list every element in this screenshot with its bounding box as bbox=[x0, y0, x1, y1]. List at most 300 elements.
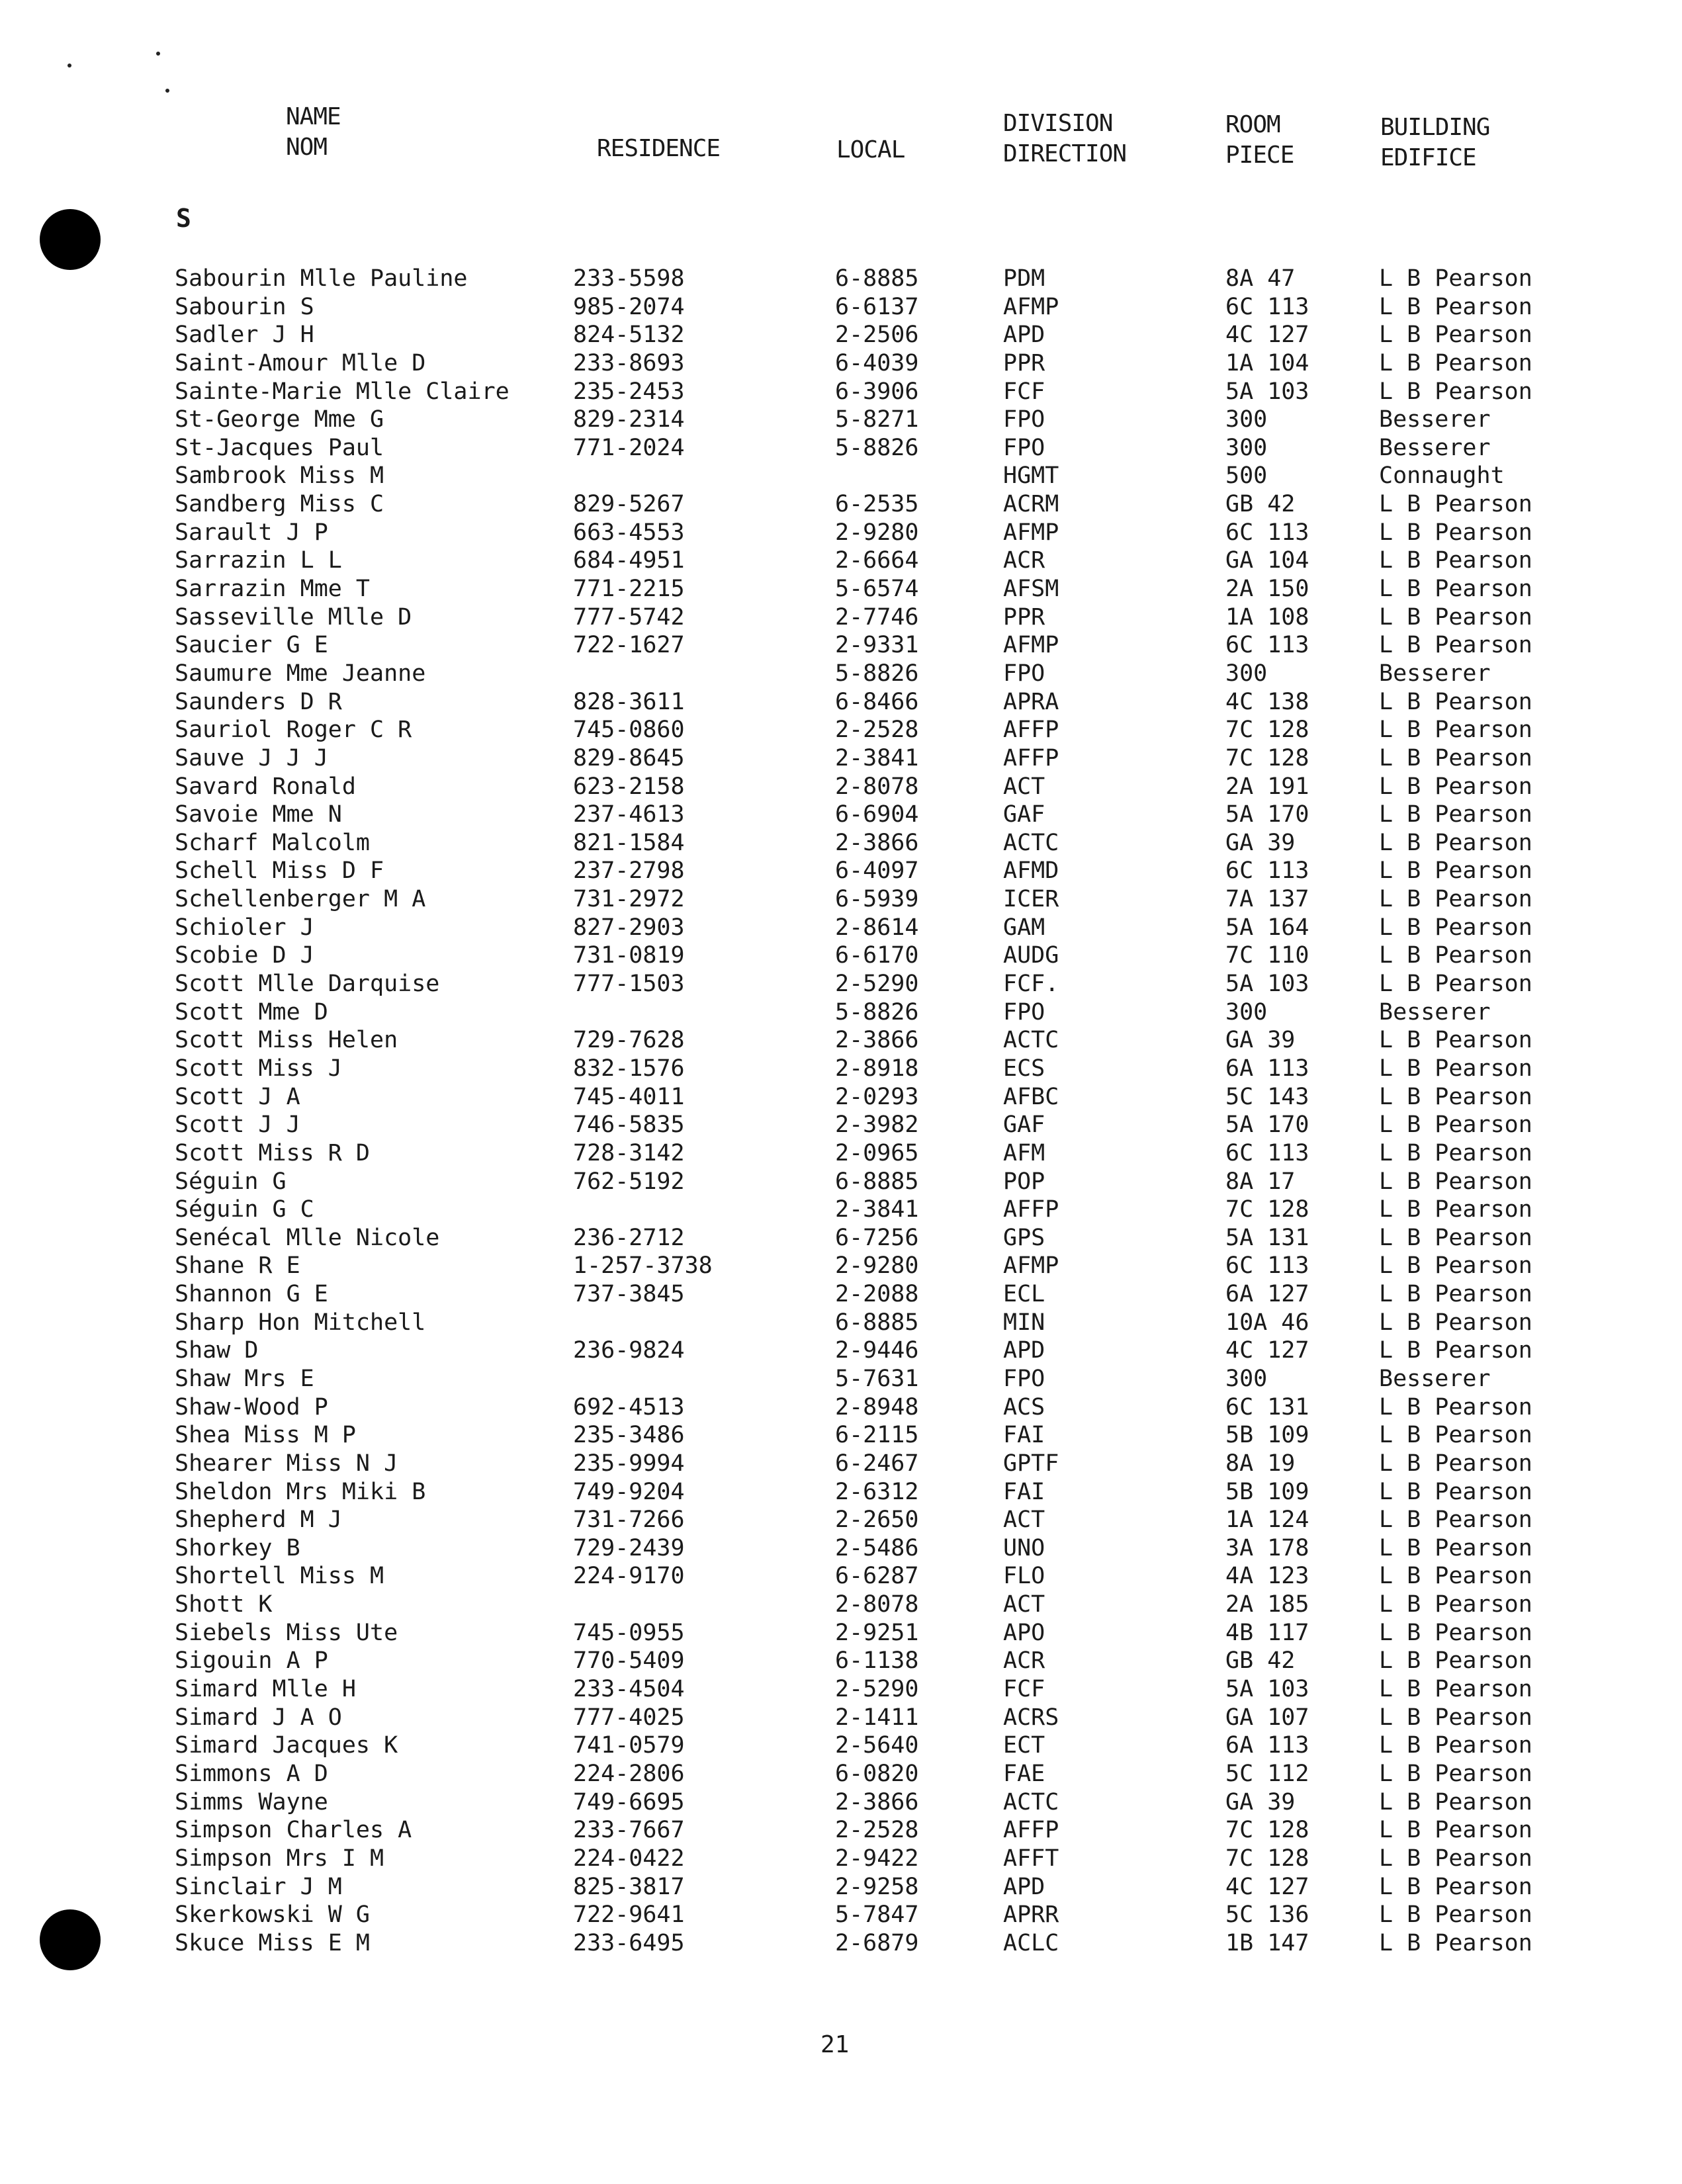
cell-division: FPO bbox=[1003, 998, 1045, 1026]
cell-building: L B Pearson bbox=[1379, 576, 1532, 603]
cell-local: 2-3866 bbox=[835, 829, 919, 856]
cell-residence: 224-9170 bbox=[573, 1563, 685, 1590]
cell-room: 5C 136 bbox=[1225, 1901, 1309, 1929]
directory-row bbox=[0, 349, 1682, 378]
cell-residence: 722-1627 bbox=[573, 632, 685, 659]
directory-row bbox=[0, 462, 1682, 490]
cell-division: AFMP bbox=[1003, 632, 1059, 659]
directory-row bbox=[0, 1929, 1682, 1958]
cell-room: 7A 137 bbox=[1225, 886, 1309, 913]
directory-row bbox=[0, 829, 1682, 857]
cell-residence: 829-2314 bbox=[573, 406, 685, 433]
cell-local: 2-9446 bbox=[835, 1337, 919, 1364]
directory-row bbox=[0, 1731, 1682, 1760]
cell-name: Scott Mme D bbox=[175, 998, 328, 1026]
cell-room: GA 39 bbox=[1225, 1027, 1296, 1054]
header-building-en: BUILDING bbox=[1380, 114, 1490, 141]
cell-local: 5-7631 bbox=[835, 1365, 919, 1392]
cell-name: Shott K bbox=[175, 1591, 273, 1618]
cell-residence: 771-2215 bbox=[573, 576, 685, 603]
cell-residence: 749-9204 bbox=[573, 1478, 685, 1505]
cell-room: 8A 47 bbox=[1225, 265, 1296, 292]
cell-room: 6A 113 bbox=[1225, 1055, 1309, 1082]
cell-room: 300 bbox=[1225, 660, 1268, 687]
cell-room: 5C 143 bbox=[1225, 1083, 1309, 1110]
cell-local: 2-8078 bbox=[835, 1591, 919, 1618]
header-division-en: DIVISION bbox=[1003, 110, 1113, 137]
cell-name: Scobie D J bbox=[175, 942, 314, 969]
cell-building: L B Pearson bbox=[1379, 773, 1532, 800]
cell-building: L B Pearson bbox=[1379, 293, 1532, 320]
cell-building: L B Pearson bbox=[1379, 1591, 1532, 1618]
cell-room: GA 107 bbox=[1225, 1704, 1309, 1731]
cell-room: 6C 113 bbox=[1225, 519, 1309, 546]
cell-residence: 729-2439 bbox=[573, 1534, 685, 1561]
cell-room: 6C 113 bbox=[1225, 632, 1309, 659]
cell-division: AFSM bbox=[1003, 576, 1059, 603]
cell-division: APO bbox=[1003, 1619, 1045, 1646]
header-name bbox=[286, 102, 341, 163]
cell-residence: 749-6695 bbox=[573, 1788, 685, 1815]
cell-building: L B Pearson bbox=[1379, 1534, 1532, 1561]
cell-residence: 224-0422 bbox=[573, 1845, 685, 1872]
cell-building: L B Pearson bbox=[1379, 265, 1532, 292]
directory-row bbox=[0, 1562, 1682, 1591]
cell-division: PPR bbox=[1003, 603, 1045, 631]
cell-name: Savoie Mme N bbox=[175, 801, 342, 828]
cell-residence: 224-2806 bbox=[573, 1760, 685, 1787]
cell-building: L B Pearson bbox=[1379, 378, 1532, 405]
cell-division: AFFP bbox=[1003, 717, 1059, 744]
cell-building: L B Pearson bbox=[1379, 717, 1532, 744]
cell-name: Sandberg Miss C bbox=[175, 491, 384, 518]
header-division-fr: DIRECTION bbox=[1003, 140, 1127, 167]
cell-division: FPO bbox=[1003, 1365, 1045, 1392]
cell-building: L B Pearson bbox=[1379, 1281, 1532, 1308]
directory-row bbox=[0, 1675, 1682, 1704]
cell-residence: 737-3845 bbox=[573, 1281, 685, 1308]
cell-building: L B Pearson bbox=[1379, 547, 1532, 574]
directory-row bbox=[0, 1760, 1682, 1788]
cell-name: Simard Jacques K bbox=[175, 1732, 398, 1759]
cell-residence: 829-8645 bbox=[573, 744, 685, 771]
cell-local: 5-8826 bbox=[835, 434, 919, 461]
directory-row bbox=[0, 688, 1682, 717]
cell-name: Sauve J J J bbox=[175, 744, 328, 771]
directory-row bbox=[0, 1816, 1682, 1845]
cell-residence: 235-2453 bbox=[573, 378, 685, 405]
cell-local: 2-7746 bbox=[835, 603, 919, 631]
header-division bbox=[1003, 109, 1126, 169]
cell-room: 4C 127 bbox=[1225, 322, 1309, 349]
cell-room: GA 39 bbox=[1225, 829, 1296, 856]
cell-residence: 828-3611 bbox=[573, 688, 685, 715]
cell-residence: 235-3486 bbox=[573, 1422, 685, 1449]
cell-local: 2-3841 bbox=[835, 744, 919, 771]
cell-residence: 821-1584 bbox=[573, 829, 685, 856]
cell-room: 4B 117 bbox=[1225, 1619, 1309, 1646]
cell-residence: 825-3817 bbox=[573, 1873, 685, 1900]
cell-division: AFM bbox=[1003, 1139, 1045, 1166]
cell-name: Shaw Mrs E bbox=[175, 1365, 314, 1392]
directory-row bbox=[0, 293, 1682, 322]
cell-division: FPO bbox=[1003, 660, 1045, 687]
directory-row bbox=[0, 885, 1682, 914]
cell-room: 1A 104 bbox=[1225, 349, 1309, 376]
directory-row bbox=[0, 744, 1682, 773]
cell-name: Sarrazin Mme T bbox=[175, 576, 371, 603]
cell-local: 2-8918 bbox=[835, 1055, 919, 1082]
section-letter: S bbox=[176, 204, 191, 233]
cell-name: Sainte-Marie Mlle Claire bbox=[175, 378, 509, 405]
cell-division: AFBC bbox=[1003, 1083, 1059, 1110]
cell-name: Scott Mlle Darquise bbox=[175, 971, 440, 998]
directory-row bbox=[0, 1506, 1682, 1534]
cell-local: 6-4039 bbox=[835, 349, 919, 376]
cell-building: L B Pearson bbox=[1379, 744, 1532, 771]
cell-residence: 731-2972 bbox=[573, 886, 685, 913]
directory-row bbox=[0, 1647, 1682, 1675]
cell-residence: 777-1503 bbox=[573, 971, 685, 998]
cell-division: AFMD bbox=[1003, 857, 1059, 885]
directory-row bbox=[0, 1619, 1682, 1647]
cell-building: L B Pearson bbox=[1379, 1450, 1532, 1477]
cell-division: GAF bbox=[1003, 1112, 1045, 1139]
cell-name: Shearer Miss N J bbox=[175, 1450, 398, 1477]
cell-local: 2-1411 bbox=[835, 1704, 919, 1731]
cell-room: 5A 103 bbox=[1225, 971, 1309, 998]
directory-row bbox=[0, 631, 1682, 660]
cell-residence: 745-4011 bbox=[573, 1083, 685, 1110]
cell-local: 5-8271 bbox=[835, 406, 919, 433]
directory-row bbox=[0, 1196, 1682, 1224]
cell-name: Sadler J H bbox=[175, 322, 314, 349]
cell-local: 2-3841 bbox=[835, 1196, 919, 1223]
cell-room: 6A 113 bbox=[1225, 1732, 1309, 1759]
cell-building: L B Pearson bbox=[1379, 914, 1532, 941]
cell-name: Sabourin Mlle Pauline bbox=[175, 265, 468, 292]
cell-name: Scott J J bbox=[175, 1112, 300, 1139]
cell-local: 2-3866 bbox=[835, 1788, 919, 1815]
cell-residence: 623-2158 bbox=[573, 773, 685, 800]
cell-division: POP bbox=[1003, 1168, 1045, 1195]
cell-residence: 728-3142 bbox=[573, 1139, 685, 1166]
cell-room: 7C 128 bbox=[1225, 1845, 1309, 1872]
directory-row bbox=[0, 1111, 1682, 1139]
cell-building: L B Pearson bbox=[1379, 1309, 1532, 1336]
cell-residence: 731-0819 bbox=[573, 942, 685, 969]
cell-name: Séguin G C bbox=[175, 1196, 314, 1223]
directory-row bbox=[0, 490, 1682, 519]
cell-residence: 684-4951 bbox=[573, 547, 685, 574]
cell-room: 4C 127 bbox=[1225, 1337, 1309, 1364]
header-room-en: ROOM bbox=[1225, 111, 1280, 138]
cell-building: L B Pearson bbox=[1379, 1563, 1532, 1590]
cell-residence: 663-4553 bbox=[573, 519, 685, 546]
cell-name: Scharf Malcolm bbox=[175, 829, 371, 856]
cell-division: ACTC bbox=[1003, 1788, 1059, 1815]
cell-residence: 829-5267 bbox=[573, 491, 685, 518]
cell-residence: 745-0860 bbox=[573, 717, 685, 744]
cell-building: L B Pearson bbox=[1379, 1196, 1532, 1223]
cell-room: 2A 185 bbox=[1225, 1591, 1309, 1618]
header-name-en: NAME bbox=[286, 103, 341, 130]
cell-local: 6-3906 bbox=[835, 378, 919, 405]
cell-residence: 745-0955 bbox=[573, 1619, 685, 1646]
cell-local: 6-6904 bbox=[835, 801, 919, 828]
cell-name: Scott Miss R D bbox=[175, 1139, 371, 1166]
directory-row bbox=[0, 998, 1682, 1027]
cell-local: 2-9258 bbox=[835, 1873, 919, 1900]
cell-building: L B Pearson bbox=[1379, 1139, 1532, 1166]
cell-name: Sambrook Miss M bbox=[175, 462, 384, 490]
cell-name: Simmons A D bbox=[175, 1760, 328, 1787]
cell-building: L B Pearson bbox=[1379, 322, 1532, 349]
header-building bbox=[1380, 112, 1489, 173]
cell-local: 2-5290 bbox=[835, 1676, 919, 1703]
cell-room: 5B 109 bbox=[1225, 1478, 1309, 1505]
cell-division: ECT bbox=[1003, 1732, 1045, 1759]
cell-building: L B Pearson bbox=[1379, 1788, 1532, 1815]
directory-row bbox=[0, 1224, 1682, 1252]
cell-building: L B Pearson bbox=[1379, 688, 1532, 715]
cell-building: L B Pearson bbox=[1379, 1507, 1532, 1534]
directory-list bbox=[0, 265, 1682, 1957]
header-residence: RESIDENCE bbox=[597, 135, 721, 162]
cell-residence: 741-0579 bbox=[573, 1732, 685, 1759]
cell-local: 2-2088 bbox=[835, 1281, 919, 1308]
cell-room: 5A 170 bbox=[1225, 801, 1309, 828]
cell-name: Séguin G bbox=[175, 1168, 287, 1195]
cell-residence: 692-4513 bbox=[573, 1393, 685, 1420]
cell-name: Shaw-Wood P bbox=[175, 1393, 328, 1420]
cell-local: 6-4097 bbox=[835, 857, 919, 885]
cell-room: 5A 164 bbox=[1225, 914, 1309, 941]
cell-room: 300 bbox=[1225, 434, 1268, 461]
cell-building: L B Pearson bbox=[1379, 1760, 1532, 1787]
cell-division: FPO bbox=[1003, 406, 1045, 433]
header-name-fr: NOM bbox=[286, 134, 328, 161]
directory-row bbox=[0, 970, 1682, 998]
cell-local: 2-2650 bbox=[835, 1507, 919, 1534]
cell-name: Saint-Amour Mlle D bbox=[175, 349, 426, 376]
cell-room: 4C 127 bbox=[1225, 1873, 1309, 1900]
cell-room: 5C 112 bbox=[1225, 1760, 1309, 1787]
cell-division: ACS bbox=[1003, 1393, 1045, 1420]
cell-name: Sarault J P bbox=[175, 519, 328, 546]
directory-row bbox=[0, 773, 1682, 801]
cell-local: 2-8078 bbox=[835, 773, 919, 800]
cell-division: AUDG bbox=[1003, 942, 1059, 969]
cell-local: 6-8885 bbox=[835, 1168, 919, 1195]
cell-building: Besserer bbox=[1379, 434, 1491, 461]
cell-local: 2-9251 bbox=[835, 1619, 919, 1646]
cell-room: 500 bbox=[1225, 462, 1268, 490]
directory-row bbox=[0, 378, 1682, 406]
cell-building: L B Pearson bbox=[1379, 1647, 1532, 1675]
cell-room: 7C 110 bbox=[1225, 942, 1309, 969]
cell-local: 2-5486 bbox=[835, 1534, 919, 1561]
cell-division: ACTC bbox=[1003, 829, 1059, 856]
page-number: 21 bbox=[820, 2031, 850, 2058]
cell-division: ACR bbox=[1003, 1647, 1045, 1675]
cell-local: 2-3982 bbox=[835, 1112, 919, 1139]
speck bbox=[67, 64, 71, 67]
cell-room: GA 104 bbox=[1225, 547, 1309, 574]
cell-division: AFFP bbox=[1003, 744, 1059, 771]
cell-residence: 827-2903 bbox=[573, 914, 685, 941]
cell-building: L B Pearson bbox=[1379, 857, 1532, 885]
cell-building: Besserer bbox=[1379, 1365, 1491, 1392]
cell-name: Saucier G E bbox=[175, 632, 328, 659]
cell-name: Shortell Miss M bbox=[175, 1563, 384, 1590]
cell-room: 5A 103 bbox=[1225, 1676, 1309, 1703]
directory-row bbox=[0, 1393, 1682, 1422]
cell-name: Sasseville Mlle D bbox=[175, 603, 412, 631]
cell-name: Simard Mlle H bbox=[175, 1676, 356, 1703]
cell-name: Sigouin A P bbox=[175, 1647, 328, 1675]
directory-row bbox=[0, 1026, 1682, 1055]
cell-residence: 233-8693 bbox=[573, 349, 685, 376]
cell-local: 2-2506 bbox=[835, 322, 919, 349]
directory-row bbox=[0, 1450, 1682, 1478]
directory-row bbox=[0, 1534, 1682, 1563]
cell-division: APD bbox=[1003, 322, 1045, 349]
cell-room: 7C 128 bbox=[1225, 744, 1309, 771]
cell-building: L B Pearson bbox=[1379, 1337, 1532, 1364]
cell-residence: 731-7266 bbox=[573, 1507, 685, 1534]
cell-building: L B Pearson bbox=[1379, 1027, 1532, 1054]
cell-building: L B Pearson bbox=[1379, 1224, 1532, 1251]
cell-division: APD bbox=[1003, 1873, 1045, 1900]
directory-row bbox=[0, 716, 1682, 744]
directory-row bbox=[0, 546, 1682, 575]
cell-name: St-Jacques Paul bbox=[175, 434, 384, 461]
cell-local: 2-6664 bbox=[835, 547, 919, 574]
cell-division: PPR bbox=[1003, 349, 1045, 376]
cell-building: L B Pearson bbox=[1379, 829, 1532, 856]
cell-division: UNO bbox=[1003, 1534, 1045, 1561]
cell-division: APRR bbox=[1003, 1901, 1059, 1929]
cell-building: L B Pearson bbox=[1379, 491, 1532, 518]
cell-building: L B Pearson bbox=[1379, 1168, 1532, 1195]
cell-building: L B Pearson bbox=[1379, 1083, 1532, 1110]
cell-building: L B Pearson bbox=[1379, 349, 1532, 376]
cell-building: L B Pearson bbox=[1379, 1704, 1532, 1731]
cell-room: 4C 138 bbox=[1225, 688, 1309, 715]
cell-building: L B Pearson bbox=[1379, 1929, 1532, 1956]
cell-local: 6-2115 bbox=[835, 1422, 919, 1449]
cell-name: Sheldon Mrs Miki B bbox=[175, 1478, 426, 1505]
cell-room: 2A 150 bbox=[1225, 576, 1309, 603]
cell-local: 2-5640 bbox=[835, 1732, 919, 1759]
cell-local: 6-6170 bbox=[835, 942, 919, 969]
cell-local: 6-8466 bbox=[835, 688, 919, 715]
cell-room: 4A 123 bbox=[1225, 1563, 1309, 1590]
cell-local: 2-9280 bbox=[835, 519, 919, 546]
cell-residence: 235-9994 bbox=[573, 1450, 685, 1477]
cell-building: L B Pearson bbox=[1379, 1817, 1532, 1844]
directory-row bbox=[0, 1365, 1682, 1393]
cell-division: ACT bbox=[1003, 773, 1045, 800]
cell-local: 2-9422 bbox=[835, 1845, 919, 1872]
cell-local: 6-2467 bbox=[835, 1450, 919, 1477]
cell-name: Sharp Hon Mitchell bbox=[175, 1309, 426, 1336]
cell-local: 2-9331 bbox=[835, 632, 919, 659]
cell-division: PDM bbox=[1003, 265, 1045, 292]
cell-residence: 729-7628 bbox=[573, 1027, 685, 1054]
cell-name: Shorkey B bbox=[175, 1534, 300, 1561]
cell-building: L B Pearson bbox=[1379, 1901, 1532, 1929]
cell-local: 6-8885 bbox=[835, 265, 919, 292]
cell-division: ACRS bbox=[1003, 1704, 1059, 1731]
directory-row bbox=[0, 1083, 1682, 1112]
cell-division: FAE bbox=[1003, 1760, 1045, 1787]
directory-row bbox=[0, 914, 1682, 942]
cell-name: Schell Miss D F bbox=[175, 857, 384, 885]
cell-residence: 233-4504 bbox=[573, 1676, 685, 1703]
cell-local: 6-6137 bbox=[835, 293, 919, 320]
cell-building: L B Pearson bbox=[1379, 886, 1532, 913]
header-building-fr: EDIFICE bbox=[1380, 144, 1476, 171]
cell-residence: 237-4613 bbox=[573, 801, 685, 828]
directory-row bbox=[0, 1788, 1682, 1817]
directory-row bbox=[0, 941, 1682, 970]
cell-room: 10A 46 bbox=[1225, 1309, 1309, 1336]
cell-residence: 233-7667 bbox=[573, 1817, 685, 1844]
cell-name: Schellenberger M A bbox=[175, 886, 426, 913]
cell-division: AFFP bbox=[1003, 1196, 1059, 1223]
directory-row bbox=[0, 1591, 1682, 1619]
cell-residence: 771-2024 bbox=[573, 434, 685, 461]
cell-room: 6A 127 bbox=[1225, 1281, 1309, 1308]
cell-building: L B Pearson bbox=[1379, 1873, 1532, 1900]
cell-local: 6-8885 bbox=[835, 1309, 919, 1336]
cell-division: ACRM bbox=[1003, 491, 1059, 518]
cell-residence: 777-4025 bbox=[573, 1704, 685, 1731]
cell-division: GAM bbox=[1003, 914, 1045, 941]
cell-residence: 237-2798 bbox=[573, 857, 685, 885]
cell-name: Shannon G E bbox=[175, 1281, 328, 1308]
directory-row bbox=[0, 1901, 1682, 1929]
cell-local: 5-6574 bbox=[835, 576, 919, 603]
cell-name: Scott Miss Helen bbox=[175, 1027, 398, 1054]
cell-local: 5-8826 bbox=[835, 998, 919, 1026]
cell-room: 1A 124 bbox=[1225, 1507, 1309, 1534]
directory-row bbox=[0, 660, 1682, 688]
directory-row bbox=[0, 434, 1682, 462]
cell-room: 5A 103 bbox=[1225, 378, 1309, 405]
cell-name: Skerkowski W G bbox=[175, 1901, 371, 1929]
cell-name: Simard J A O bbox=[175, 1704, 342, 1731]
binder-hole-top bbox=[40, 209, 101, 270]
cell-name: Sinclair J M bbox=[175, 1873, 342, 1900]
cell-division: FCF bbox=[1003, 1676, 1045, 1703]
directory-row bbox=[0, 1478, 1682, 1507]
speck bbox=[165, 89, 169, 93]
cell-name: Shane R E bbox=[175, 1252, 300, 1280]
cell-room: 300 bbox=[1225, 1365, 1268, 1392]
cell-building: L B Pearson bbox=[1379, 1393, 1532, 1420]
cell-local: 2-3866 bbox=[835, 1027, 919, 1054]
cell-room: 5A 170 bbox=[1225, 1112, 1309, 1139]
cell-local: 2-6312 bbox=[835, 1478, 919, 1505]
cell-building: L B Pearson bbox=[1379, 603, 1532, 631]
cell-residence: 233-5598 bbox=[573, 265, 685, 292]
cell-room: 5B 109 bbox=[1225, 1422, 1309, 1449]
directory-row bbox=[0, 1336, 1682, 1365]
cell-building: Besserer bbox=[1379, 660, 1491, 687]
